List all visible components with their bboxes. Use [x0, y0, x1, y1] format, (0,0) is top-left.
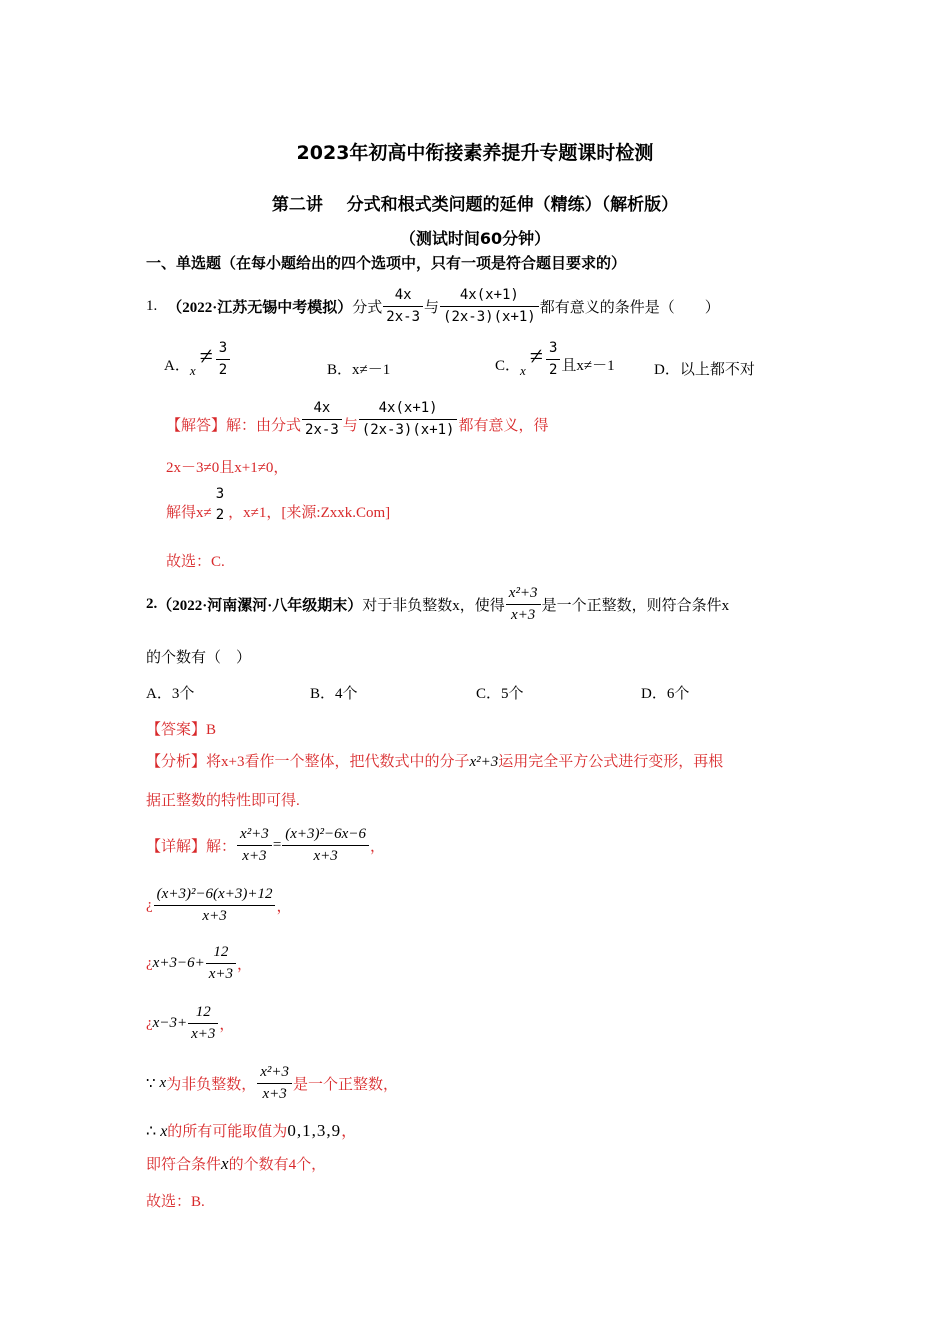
q2-stem-frac-num: x²+3 — [506, 583, 541, 605]
q1-frac2-den: (2x-3)(x+1) — [443, 308, 536, 325]
q2-therefore-var: x — [160, 1123, 168, 1140]
q2-therefore-text: 的所有可能取值为 — [167, 1124, 288, 1140]
q1-option-d[interactable]: D．以上都不对 — [654, 362, 755, 378]
section-title: 一、单选题（在每小题给出的四个选项中，只有一项是符合题目要求的） — [146, 254, 627, 272]
q1-opt-c-num: 3 — [546, 338, 560, 360]
q2-step3-expr: x−3+ — [152, 1014, 188, 1031]
q2-step3-num: 12 — [188, 1002, 218, 1024]
q2-stem — [146, 580, 729, 628]
q1-sol-frac2 — [359, 398, 458, 441]
q1-sol3-post: ，x≠1，[来源:Zxxk.Com] — [228, 504, 391, 521]
q2-detail-step2 — [146, 938, 252, 988]
q1-sol-frac2-num: 4x(x+1) — [359, 398, 458, 420]
q2-because-var: x — [159, 1074, 167, 1091]
q2-stem-frac — [506, 583, 541, 626]
q2-step1-end: ， — [276, 898, 292, 915]
q2-step2-frac — [206, 942, 236, 985]
q1-opt-a-rel: ≠ — [199, 343, 213, 370]
q1-frac2-num: 4x(x+1) — [440, 285, 539, 307]
q2-step0-right-num: (x+3)²−6x−6 — [282, 824, 369, 846]
q2-step0-right — [282, 824, 369, 867]
q1-solution-line1 — [166, 392, 549, 456]
q1-sol-frac1-den: 2x-3 — [305, 421, 339, 438]
q1-solution-line2: 2x－3≠0且x+1≠0， — [166, 460, 289, 476]
q2-count-var: x — [221, 1154, 229, 1173]
q2-step1-lead: ¿ — [146, 896, 153, 913]
therefore-symbol: ∴ — [146, 1123, 157, 1140]
q1-sol3-pre: 解得x≠ — [166, 504, 212, 521]
q1-opt-a-den: 2 — [218, 361, 228, 378]
q1-conj: 与 — [424, 299, 440, 316]
because-symbol: ∵ — [146, 1075, 156, 1092]
q2-because-num: x²+3 — [257, 1062, 292, 1084]
q1-opt-c-rel: ≠ — [529, 343, 543, 370]
q2-answer-value: B — [206, 722, 217, 738]
q1-option-c[interactable] — [495, 332, 615, 396]
q2-analysis-pre: 将x+3看作一个整体，把代数式中的分子 — [206, 754, 470, 770]
q1-stem — [146, 274, 720, 338]
q1-opt-a-frac — [216, 338, 230, 381]
lecture-title: 第二讲 分式和根式类问题的延伸（精练）（解析版） — [271, 195, 679, 215]
q2-option-c[interactable]: C．5个 — [476, 686, 524, 702]
q1-fraction-1 — [383, 285, 423, 328]
q2-because-post: 是一个正整数， — [293, 1076, 399, 1093]
q1-opt-a-num: 3 — [216, 338, 230, 360]
q2-option-d[interactable]: D．6个 — [641, 686, 690, 702]
q2-step3-lead: ¿ — [146, 1014, 153, 1031]
q1-opt-a-var: x — [189, 363, 196, 378]
q1-solution-line3 — [166, 486, 390, 536]
q2-step3-den: x+3 — [191, 1025, 216, 1042]
q1-option-b[interactable]: B．x≠－1 — [327, 362, 391, 378]
q2-analysis-tag: 【分析】 — [146, 754, 207, 770]
q2-therefore-values: 0,1,3,9 — [287, 1121, 342, 1140]
q2-step0-left-num: x²+3 — [237, 824, 272, 846]
q2-answer — [146, 718, 216, 739]
q2-step3-end: ， — [219, 1016, 235, 1033]
main-title: 2023年初高中衔接素养提升专题课时检测 — [296, 142, 654, 164]
q1-source: （2022·江苏无锡中考模拟） — [167, 299, 353, 316]
q2-because-line — [146, 1058, 398, 1108]
q1-opt-c-frac — [546, 338, 560, 381]
q2-detail-step1 — [146, 880, 291, 930]
q1-sol-frac1-num: 4x — [302, 398, 342, 420]
q1-sol-tag: 【解答】 — [166, 417, 227, 434]
q1-sol-post: 都有意义，得 — [458, 417, 549, 434]
q1-solution-line4: 故选：C. — [166, 554, 225, 570]
q1-number: 1. — [146, 297, 158, 314]
q2-answer-tag: 【答案】 — [146, 722, 207, 738]
q2-step2-expr: x+3−6+ — [152, 954, 205, 971]
q2-therefore-line — [146, 1118, 357, 1141]
q2-stem-frac-den: x+3 — [511, 606, 536, 623]
q1-frac1-den: 2x-3 — [386, 308, 420, 325]
q2-detail-tag: 【详解】 — [146, 838, 207, 855]
q2-step0-end: ， — [369, 838, 385, 855]
q1-opt-c-tail: 且x≠－1 — [561, 357, 615, 374]
q1-sol-frac1 — [302, 398, 342, 441]
q2-stem-post: 是一个正整数，则符合条件x — [541, 597, 730, 614]
q2-step2-lead: ¿ — [146, 954, 153, 971]
q2-because-text: 为非负整数， — [166, 1076, 257, 1093]
q2-stem-pre: 对于非负整数x，使得 — [362, 597, 505, 614]
q2-detail-pre: 解： — [206, 838, 237, 855]
q1-sol3-num: 3 — [215, 486, 225, 502]
q1-opt-a-label: A． — [164, 357, 190, 374]
q2-step2-den: x+3 — [208, 965, 233, 982]
q2-step1-den: x+3 — [202, 907, 227, 924]
q2-count-pre: 即符合条件 — [146, 1157, 222, 1173]
q1-opt-c-label: C． — [495, 357, 521, 374]
q2-analysis-math: x²+3 — [469, 754, 499, 770]
q2-step2-num: 12 — [206, 942, 236, 964]
q1-option-a[interactable] — [164, 332, 231, 396]
q2-number: 2. — [146, 595, 158, 612]
q2-option-b[interactable]: B．4个 — [310, 686, 358, 702]
q2-step3-frac — [188, 1002, 218, 1045]
q1-sol3-frac — [213, 484, 227, 526]
q2-detail-step3 — [146, 998, 234, 1048]
q2-step0-right-den: x+3 — [313, 847, 338, 864]
q2-because-frac — [257, 1062, 292, 1105]
q2-step0-eq: = — [272, 836, 282, 853]
q1-frac1-num: 4x — [383, 285, 423, 307]
q2-analysis-post: 运用完全平方公式进行变形，再根 — [498, 754, 724, 770]
q2-step0-left — [237, 824, 272, 867]
q1-sol-frac2-den: (2x-3)(x+1) — [361, 421, 455, 438]
q2-option-a[interactable]: A．3个 — [146, 686, 195, 702]
q2-therefore-end: ， — [341, 1123, 358, 1140]
q1-opt-c-den: 2 — [548, 361, 558, 378]
q1-sol3-den: 2 — [215, 507, 225, 523]
q1-stem-post: 都有意义的条件是（ ） — [539, 299, 720, 316]
q2-count-line — [146, 1153, 326, 1174]
q2-step0-left-den: x+3 — [242, 847, 267, 864]
q2-stem-line2: 的个数有（ ） — [146, 650, 252, 666]
q2-source: （2022·河南漯河·八年级期末） — [157, 597, 363, 614]
q1-stem-pre: 分式 — [352, 299, 383, 316]
q1-sol-conj: 与 — [342, 417, 358, 434]
q1-opt-c-var: x — [520, 363, 526, 378]
time-note: （测试时间60分钟） — [399, 229, 551, 248]
q1-fraction-2 — [440, 285, 539, 328]
q1-sol-pre: 解：由分式 — [226, 417, 302, 434]
q2-detail-step0 — [146, 820, 385, 870]
q2-analysis-line2: 据正整数的特性即可得. — [146, 793, 300, 809]
q2-step1-num: (x+3)²−6(x+3)+12 — [154, 884, 276, 906]
q2-step2-end: ， — [236, 956, 252, 973]
q2-step1-frac — [154, 884, 276, 927]
q2-final: 故选：B. — [146, 1194, 205, 1210]
q2-analysis — [146, 750, 723, 771]
q2-because-den: x+3 — [262, 1085, 287, 1102]
q2-count-post: 的个数有4个， — [228, 1157, 327, 1173]
